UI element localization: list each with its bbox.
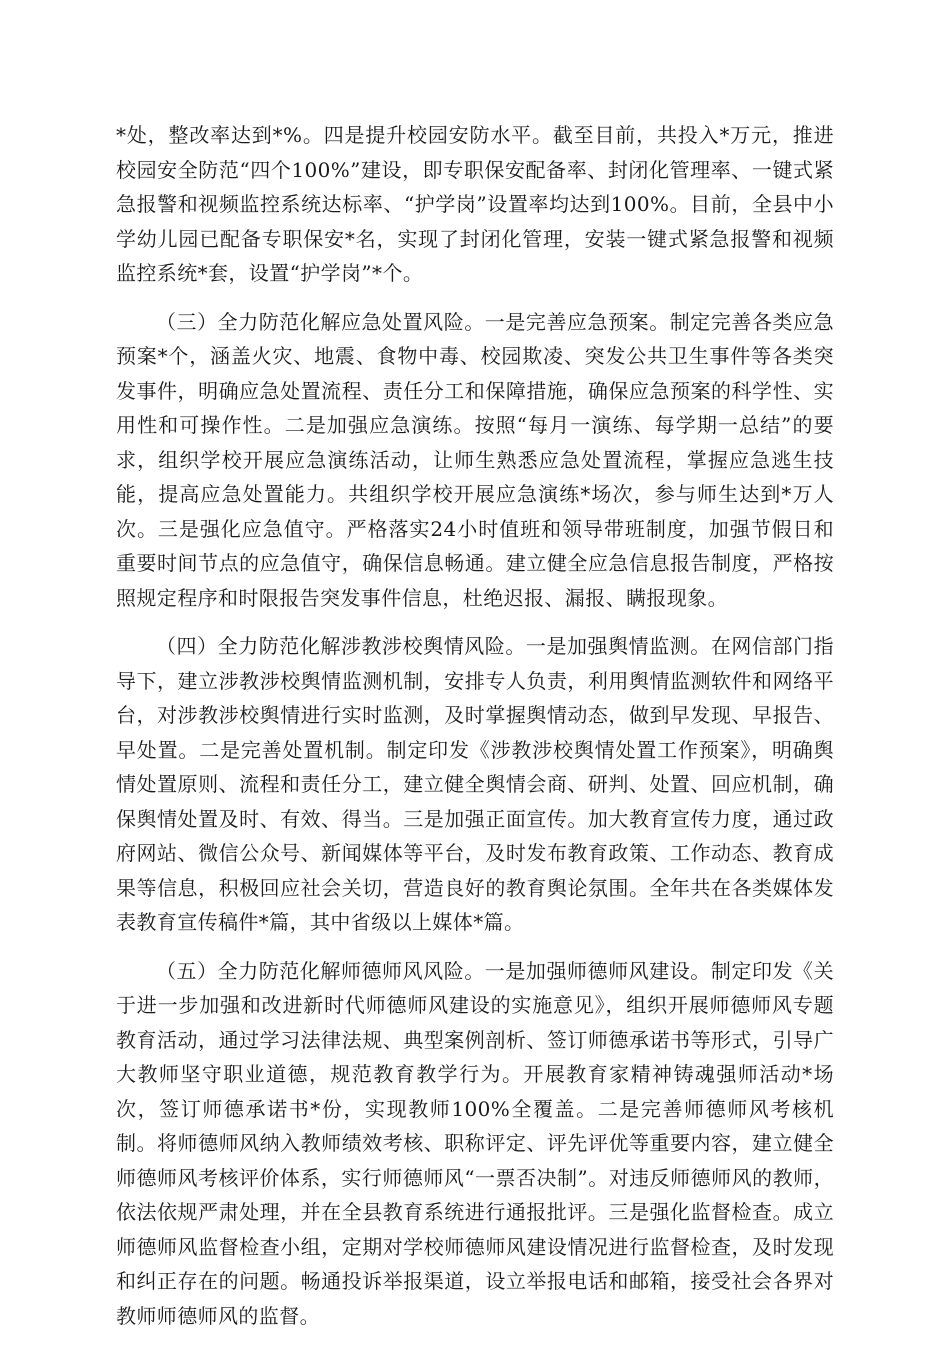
paragraph-public-opinion: （四）全力防范化解涉教涉校舆情风险。一是加强舆情监测。在网信部门指导下，建立涉教涉校舆情监测机制，安排专人负责，利用舆情监测软件和网络平台，对涉教涉校舆情进行实时监测，及时掌握舆情动态，做到早发现、早报告、早处置。二是完善处置机制。制定印发《涉教涉校舆情处置工作预案》，明确舆情处置原则、流程和责任分工，建立健全舆情会商、研判、处置、回应机制，确保舆情处置及时、有效、得当。三是加强正面宣传。加大教育宣传力度，通过政府网站、微信公众号、新闻媒体等平台，及时发布教育政策、工作动态、教育成果等信息，积极回应社会关切，营造良好的教育舆论氛围。全年共在各类媒体发表教育宣传稿件*篇，其中省级以上媒体*篇。 <box>116 634 834 934</box>
paragraph-teacher-ethics: （五）全力防范化解师德师风风险。一是加强师德师风建设。制定印发《关于进一步加强和改进新时代师德师风建设的实施意见》，组织开展师德师风专题教育活动，通过学习法律法规、典型案例剖析、签订师德承诺书等形式，引导广大教师坚守职业道德，规范教育教学行为。开展教育家精神铸魂强师活动*场次，签订师德承诺书*份，实现教师100%全覆盖。二是完善师德师风考核机制。将师德师风纳入教师绩效考核、职称评定、评先评优等重要内容，建立健全师德师风考核评价体系，实行师德师风“一票否决制”。对违反师德师风的教师，依法依规严肃处理，并在全县教育系统进行通报批评。三是强化监督检查。成立师德师风监督检查小组，定期对学校师德师风建设情况进行监督检查，及时发现和纠正存在的问题。畅通投诉举报渠道，设立举报电话和邮箱，接受社会各界对教师师德师风的监督。 <box>116 958 834 1328</box>
paragraph-emergency-response: （三）全力防范化解应急处置风险。一是完善应急预案。制定完善各类应急预案*个，涵盖火灾、地震、食物中毒、校园欺凌、突发公共卫生事件等各类突发事件，明确应急处置流程、责任分工和保障措施，确保应急预案的科学性、实用性和可操作性。二是加强应急演练。按照“每月一演练、每学期一总结”的要求，组织学校开展应急演练活动，让师生熟悉应急处置流程，掌握应急逃生技能，提高应急处置能力。共组织学校开展应急演练*场次，参与师生达到*万人次。三是强化应急值守。严格落实24小时值班和领导带班制度，加强节假日和重要时间节点的应急值守，确保信息畅通。建立健全应急信息报告制度，严格按照规定程序和时限报告突发事件信息，杜绝迟报、漏报、瞒报现象。 <box>116 309 834 610</box>
paragraph-continuation: *处，整改率达到*%。四是提升校园安防水平。截至目前，共投入*万元，推进校园安全防范“四个100%”建设，即专职保安配备率、封闭化管理率、一键式紧急报警和视频监控系统达标率、“护学岗”设置率均达到100%。目前，全县中小学幼儿园已配备专职保安*名，实现了封闭化管理，安装一键式紧急报警和视频监控系统*套，设置“护学岗”*个。 <box>116 123 834 285</box>
document-page <box>116 118 834 1347</box>
